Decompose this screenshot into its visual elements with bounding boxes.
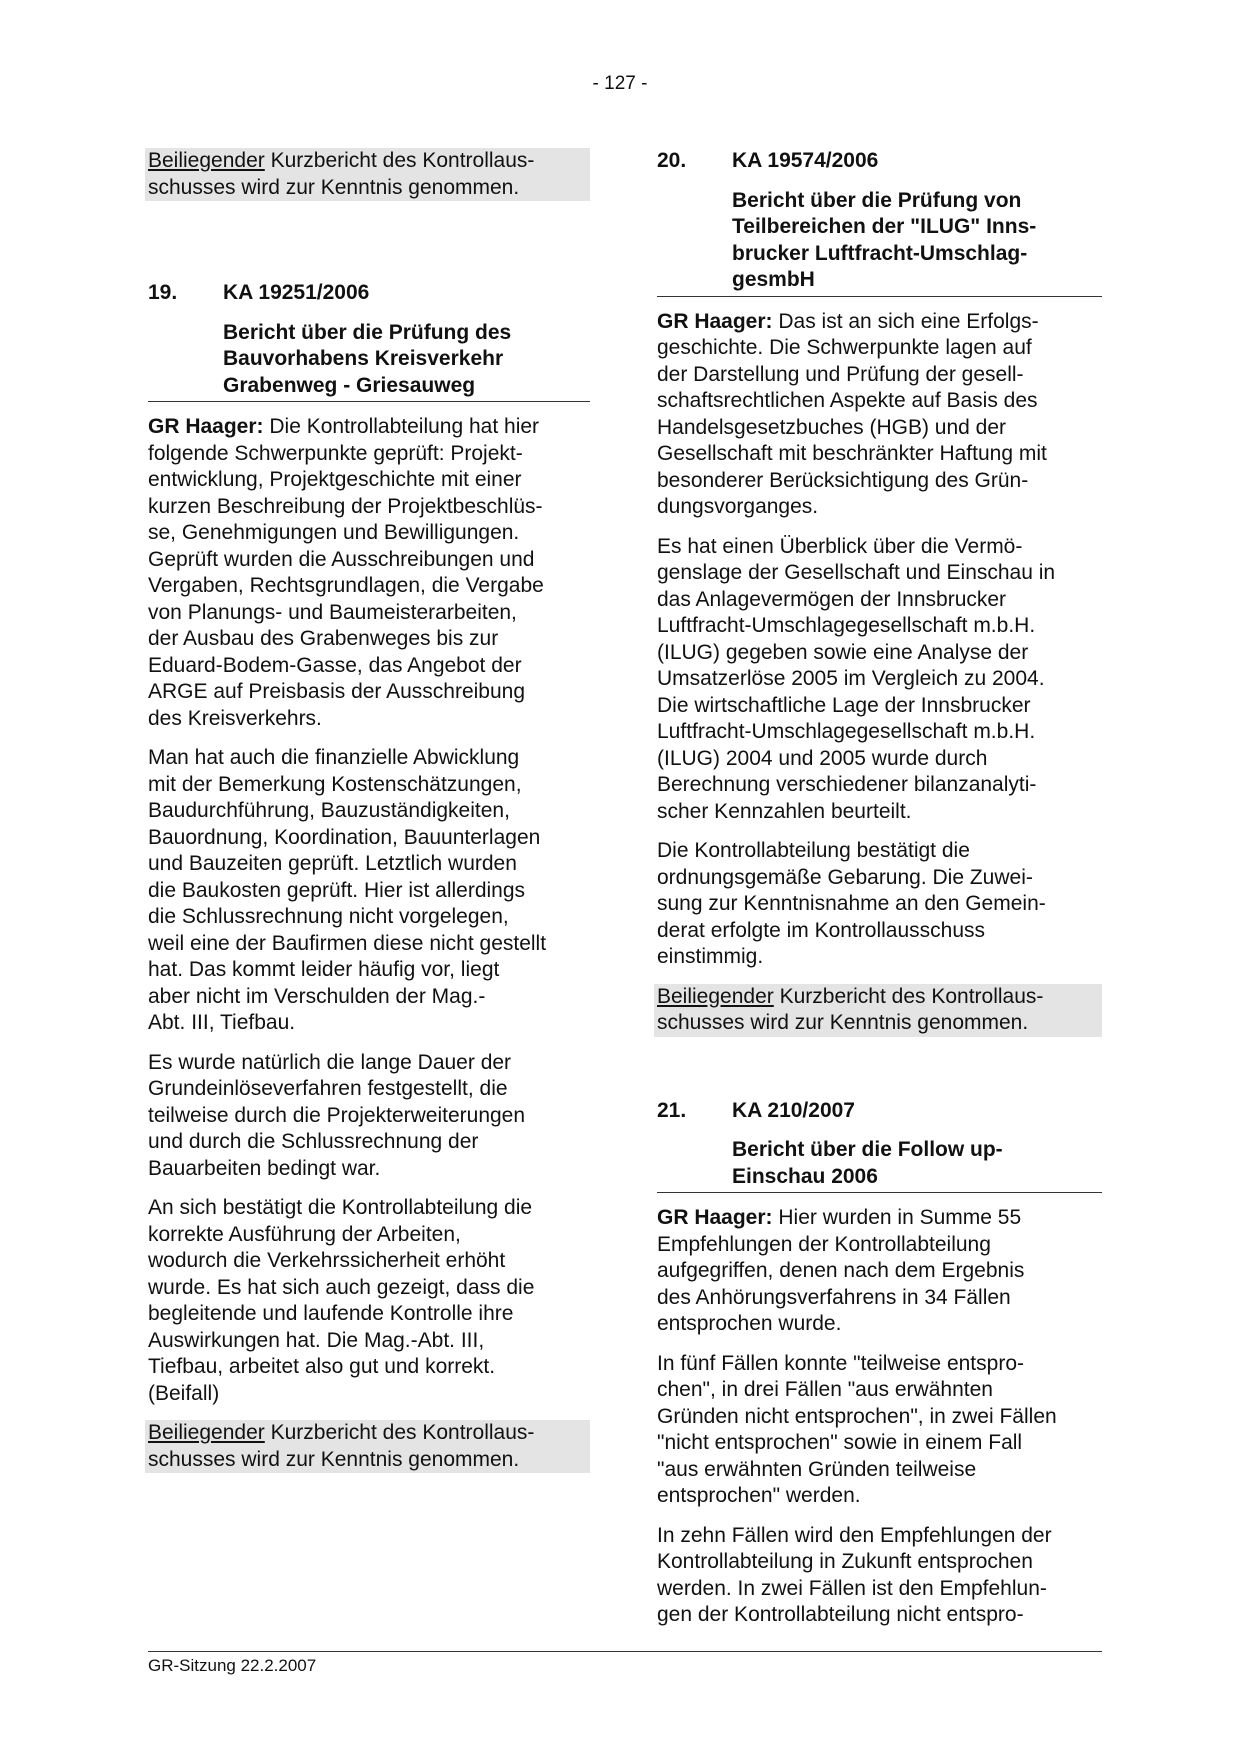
line: schaftsrechtlichen Aspekte auf Basis des <box>657 389 1038 412</box>
paragraph <box>148 1195 590 1407</box>
line: wurde. Es hat sich auch gezeigt, dass die <box>148 1275 535 1299</box>
note-block <box>145 148 590 201</box>
line: Baudurchführung, Bauzuständigkeiten, <box>148 799 510 822</box>
footer: GR-Sitzung 22.2.2007 <box>148 1656 317 1675</box>
line: wodurch die Verkehrssicherheit erhöht <box>148 1249 506 1272</box>
paragraph <box>657 1351 1102 1510</box>
line: Auswirkungen hat. Die Mag.-Abt. III, <box>148 1328 485 1352</box>
line: ordnungsgemäße Gebarung. Die Zuwei- <box>657 865 1033 889</box>
line: gen der Kontrollabteilung nicht entspro- <box>657 1603 1024 1626</box>
item-19-title <box>148 320 590 403</box>
line: der Ausbau des Grabenweges bis zur <box>148 627 499 650</box>
item-21-title <box>657 1137 1102 1193</box>
line: Empfehlungen der Kontrollabteilung <box>657 1232 991 1256</box>
footer-divider <box>148 1651 1102 1652</box>
line: Berechnung verschiedener bilanzanalyti- <box>657 773 1037 796</box>
note-block <box>654 984 1102 1037</box>
line: entsprochen wurde. <box>657 1312 842 1335</box>
item-ka: KA 19574/2006 <box>732 149 879 172</box>
note-prefix: Beiliegender <box>148 1421 265 1444</box>
paragraph <box>657 1523 1102 1629</box>
line: derat erfolgte im Kontrollausschuss <box>657 918 985 942</box>
title-line: brucker Luftfracht-Umschlag- <box>732 241 1028 265</box>
line: (Beifall) <box>148 1381 220 1405</box>
line: "aus erwähnten Gründen teilweise <box>657 1457 977 1481</box>
line: Hier wurden in Summe 55 <box>772 1206 1022 1229</box>
line: Kontrollabteilung in Zukunft entsprochen <box>657 1550 1033 1573</box>
line: (ILUG) gegeben sowie eine Analyse der <box>657 640 1029 664</box>
item-ka: KA 210/2007 <box>732 1098 855 1122</box>
line: Bauarbeiten bedingt war. <box>148 1156 381 1180</box>
line: korrekte Ausführung der Arbeiten, <box>148 1222 461 1246</box>
title-line: Teilbereichen der "ILUG" Inns- <box>732 215 1037 238</box>
item-20-title <box>657 188 1102 297</box>
line: In zehn Fällen wird den Empfehlungen der <box>657 1523 1052 1547</box>
note-block <box>145 1420 590 1473</box>
line: mit der Bemerkung Kostenschätzungen, <box>148 772 522 796</box>
line: Handelsgesetzbuches (HGB) und der <box>657 415 1007 439</box>
paragraph <box>657 534 1102 826</box>
line: hat. Das kommt leider häufig vor, liegt <box>148 958 500 981</box>
line: der Darstellung und Prüfung der gesell- <box>657 362 1024 386</box>
line: weil eine der Baufirmen diese nicht gestellt <box>148 931 547 955</box>
paragraph <box>657 309 1102 521</box>
item-ka: KA 19251/2006 <box>223 281 370 304</box>
item-number: 21. <box>657 1098 687 1122</box>
line: folgende Schwerpunkte geprüft: Projekt- <box>148 441 523 465</box>
page-number: - 127 - <box>592 73 648 94</box>
line: entwicklung, Projektgeschichte mit einer <box>148 468 522 491</box>
line: In fünf Fällen konnte "teilweise entspro- <box>657 1351 1024 1375</box>
line: Die Kontrollabteilung hat hier <box>263 415 540 438</box>
item-number: 20. <box>657 149 687 172</box>
note-line: schusses wird zur Kenntnis genommen. <box>148 175 520 199</box>
line: Es wurde natürlich die lange Dauer der <box>148 1050 512 1074</box>
line: sung zur Kenntnisnahme an den Gemein- <box>657 892 1046 915</box>
title-line: Bauvorhabens Kreisverkehr <box>223 347 504 370</box>
line: Das ist an sich eine Erfolgs- <box>772 309 1039 333</box>
right-column <box>657 148 1102 1642</box>
line: scher Kennzahlen beurteilt. <box>657 799 912 823</box>
note-line: Kurzbericht des Kontrollaus- <box>773 984 1044 1008</box>
speaker: GR Haager: <box>657 1206 773 1229</box>
title-line: gesmbH <box>732 268 815 291</box>
line: geschichte. Die Schwerpunkte lagen auf <box>657 336 1032 359</box>
line: "nicht entsprochen" sowie in einem Fall <box>657 1431 1023 1454</box>
line: Die wirtschaftliche Lage der Innsbrucker <box>657 693 1031 717</box>
line: Grundeinlöseverfahren festgestellt, die <box>148 1077 508 1100</box>
note-line: Kurzbericht des Kontrollaus- <box>264 149 535 172</box>
note-prefix: Beiliegender <box>148 149 265 172</box>
note-line: Kurzbericht des Kontrollaus- <box>264 1421 535 1444</box>
paragraph <box>657 1205 1102 1338</box>
item-21-header <box>657 1098 1102 1125</box>
note-line: schusses wird zur Kenntnis genommen. <box>148 1447 520 1471</box>
line: Es hat einen Überblick über die Vermö- <box>657 534 1023 558</box>
line: die Schlussrechnung nicht vorgelegen, <box>148 905 509 928</box>
line: Gründen nicht entsprochen", in zwei Fällen <box>657 1404 1057 1428</box>
line: An sich bestätigt die Kontrollabteilung die <box>148 1196 533 1219</box>
line: werden. In zwei Fällen ist den Empfehlun- <box>657 1576 1047 1600</box>
line: teilweise durch die Projekterweiterungen <box>148 1103 526 1127</box>
line: Tiefbau, arbeitet also gut und korrekt. <box>148 1355 496 1378</box>
line: Vergaben, Rechtsgrundlagen, die Vergabe <box>148 574 544 597</box>
line: einstimmig. <box>657 945 764 968</box>
line: Gesellschaft mit beschränkter Haftung mit <box>657 442 1047 465</box>
title-line: Bericht über die Follow up- <box>732 1138 1003 1161</box>
line: Luftfracht-Umschlagegesellschaft m.b.H. <box>657 614 1036 637</box>
line: chen", in drei Fällen "aus erwähnten <box>657 1378 993 1401</box>
line: se, Genehmigungen und Bewilligungen. <box>148 521 520 544</box>
line: die Baukosten geprüft. Hier ist allerdings <box>148 878 526 902</box>
line: von Planungs- und Baumeisterarbeiten, <box>148 600 517 624</box>
line: Geprüft wurden die Ausschreibungen und <box>148 547 535 571</box>
line: und durch die Schlussrechnung der <box>148 1130 479 1153</box>
note-line: schusses wird zur Kenntnis genommen. <box>657 1011 1029 1034</box>
line: Bauordnung, Koordination, Bauunterlagen <box>148 825 541 849</box>
line: (ILUG) 2004 und 2005 wurde durch <box>657 746 988 770</box>
line: des Anhörungsverfahrens in 34 Fällen <box>657 1285 1011 1309</box>
line: dungsvorganges. <box>657 495 819 518</box>
line: Luftfracht-Umschlagegesellschaft m.b.H. <box>657 720 1036 743</box>
line: und Bauzeiten geprüft. Letztlich wurden <box>148 852 517 875</box>
line: Man hat auch die finanzielle Abwicklung <box>148 746 520 769</box>
line: Umsatzerlöse 2005 im Vergleich zu 2004. <box>657 667 1045 690</box>
line: Eduard-Bodem-Gasse, das Angebot der <box>148 653 522 677</box>
line: genslage der Gesellschaft und Einschau in <box>657 561 1056 584</box>
speaker: GR Haager: <box>657 309 773 333</box>
line: das Anlagevermögen der Innsbrucker <box>657 587 1007 611</box>
line: des Kreisverkehrs. <box>148 706 322 730</box>
line: kurzen Beschreibung der Projektbeschlüs- <box>148 494 543 518</box>
title-line: Einschau 2006 <box>732 1164 878 1188</box>
title-line: Bericht über die Prüfung des <box>223 320 512 344</box>
item-number: 19. <box>148 281 178 304</box>
item-19-header <box>148 280 590 307</box>
line: aber nicht im Verschulden der Mag.- <box>148 984 486 1008</box>
paragraph <box>148 414 590 732</box>
line: Die Kontrollabteilung bestätigt die <box>657 839 970 862</box>
line: Abt. III, Tiefbau. <box>148 1011 296 1034</box>
item-20-header <box>657 148 1102 175</box>
line: begleitende und laufende Kontrolle ihre <box>148 1302 514 1325</box>
line: aufgegriffen, denen nach dem Ergebnis <box>657 1259 1025 1282</box>
speaker: GR Haager: <box>148 415 264 438</box>
paragraph <box>148 1050 590 1183</box>
title-line: Grabenweg - Griesauweg <box>223 373 476 397</box>
line: ARGE auf Preisbasis der Ausschreibung <box>148 680 526 703</box>
note-prefix: Beiliegender <box>657 984 774 1008</box>
line: besonderer Berücksichtigung des Grün- <box>657 468 1029 492</box>
title-line: Bericht über die Prüfung von <box>732 188 1022 212</box>
paragraph <box>657 838 1102 971</box>
line: entsprochen" werden. <box>657 1484 861 1507</box>
paragraph <box>148 745 590 1037</box>
left-column <box>148 148 590 1486</box>
